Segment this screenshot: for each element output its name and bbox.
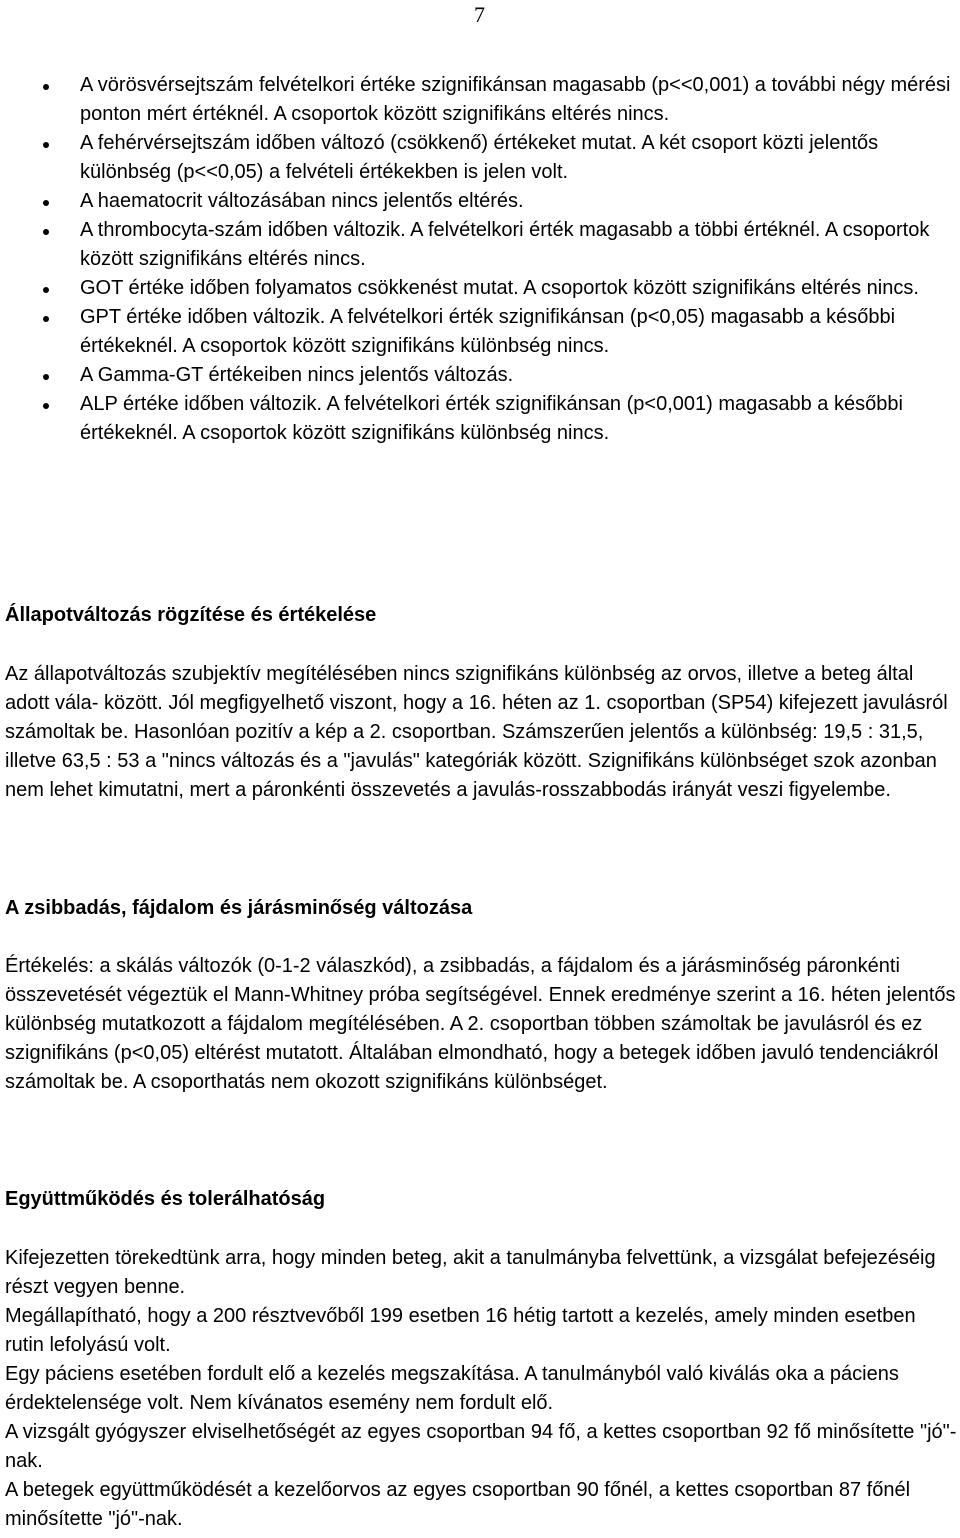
bullet-text: A vörösvérsejtszám felvételkori értéke szignifikánsan magasabb (p<<0,001) a további négy mérési ponton mért értéknél. A csoportok között szignifikáns eltérés nincs.	[80, 74, 951, 125]
section-body-zsibbadas	[5, 952, 957, 1097]
section-heading-zsibbadas: A zsibbadás, fájdalom és járásminőség változása	[5, 897, 473, 919]
list-item	[0, 303, 960, 361]
page-number: 7	[474, 2, 485, 27]
section-body-allapotvaltozas	[5, 660, 957, 805]
paragraph: Megállapítható, hogy a 200 résztvevőből 199 esetben 16 hétig tartott a kezelés, amely minden esetben rutin lefolyású volt.	[5, 1305, 916, 1356]
list-item	[0, 361, 960, 390]
paragraph: Egy páciens esetében fordult elő a kezelés megszakítása. A tanulmányból való kiválás oka a páciens érdektelensége volt. Nem kívánatos esemény nem fordult elő.	[5, 1363, 899, 1414]
list-item	[0, 216, 960, 274]
bullet-icon	[43, 142, 49, 148]
results-bullet-list	[0, 71, 960, 448]
bullet-text: A Gamma-GT értékeiben nincs jelentős változás.	[80, 364, 514, 386]
bullet-text: GOT értéke időben folyamatos csökkenést mutat. A csoportok között szignifikáns eltérés nincs.	[80, 277, 919, 299]
paragraph: A betegek együttműködését a kezelőorvos az egyes csoportban 90 főnél, a kettes csoportban 87 főnél minősítette "jó"-nak.	[5, 1479, 911, 1530]
list-item	[0, 129, 960, 187]
bullet-icon	[43, 316, 49, 322]
bullet-text: A thrombocyta-szám időben változik. A felvételkori érték magasabb a többi értéknél. A csoportok között szignifikáns eltérés nincs.	[80, 219, 930, 270]
bullet-text: ALP értéke időben változik. A felvételkori érték szignifikánsan (p<0,001) magasabb a későbbi értékeknél. A csoportok között szignifikáns különbség nincs.	[80, 393, 903, 444]
list-item	[0, 390, 960, 448]
paragraph: Kifejezetten törekedtünk arra, hogy minden beteg, akit a tanulmányba felvettünk, a vizsgálat befejezéséig részt vegyen benne.	[5, 1247, 936, 1298]
bullet-text: A haematocrit változásában nincs jelentős eltérés.	[80, 190, 524, 212]
list-item	[0, 274, 960, 303]
bullet-icon	[43, 200, 49, 206]
section-body-egyuttmukodes	[5, 1244, 957, 1534]
section-heading-allapotvaltozas: Állapotváltozás rögzítése és értékelése	[5, 604, 377, 626]
paragraph: A vizsgált gyógyszer elviselhetőségét az egyes csoportban 94 fő, a kettes csoportban 92 fő minősítette "jó"-nak.	[5, 1421, 957, 1472]
bullet-icon	[43, 84, 49, 90]
bullet-icon	[43, 403, 49, 409]
bullet-text: A fehérvérsejtszám időben változó (csökkenő) értékeket mutat. A két csoport közti jelentős különbség (p<<0,05) a felvételi értékekben is jelen volt.	[80, 132, 879, 183]
paragraph: Értékelés: a skálás változók (0-1-2 válaszkód), a zsibbadás, a fájdalom és a járásminőség páronkénti összevetését végeztük el Mann-Whitney próba segítségével. Ennek eredménye szerint a 16. héten jelentős különbség mutatkozott a fájdalom megítélésében. A 2. csoportban többen számoltak be javulásról és ez szignifikáns (p<0,05) eltérést mutatott. Általában elmondható, hogy a betegek időben javuló tendenciákról számoltak be. A csoporthatás nem okozott szignifikáns különbséget.	[5, 955, 956, 1093]
list-item	[0, 187, 960, 216]
paragraph: Az állapotváltozás szubjektív megítélésében nincs szignifikáns különbség az orvos, illetve a beteg által adott vála- között. Jól megfigyelhető viszont, hogy a 16. héten az 1. csoportban (SP54) kifejezett javulásról számoltak be. Hasonlóan pozitív a kép a 2. csoportban. Számszerűen jelentős a különbség: 19,5 : 31,5, illetve 63,5 : 53 a "nincs változás és a "javulás" kategóriák között. Szignifikáns különbséget szok azonban nem lehet kimutatni, mert a páronkénti összevetés a javulás-rosszabbodás irányát veszi figyelembe.	[5, 663, 948, 801]
bullet-icon	[43, 374, 49, 380]
bullet-icon	[43, 287, 49, 293]
list-item	[0, 71, 960, 129]
bullet-text: GPT értéke időben változik. A felvételkori érték szignifikánsan (p<0,05) magasabb a későbbi értékeknél. A csoportok között szignifikáns különbség nincs.	[80, 306, 896, 357]
section-heading-egyuttmukodes: Együttműködés és tolerálhatóság	[5, 1188, 326, 1210]
bullet-icon	[43, 229, 49, 235]
